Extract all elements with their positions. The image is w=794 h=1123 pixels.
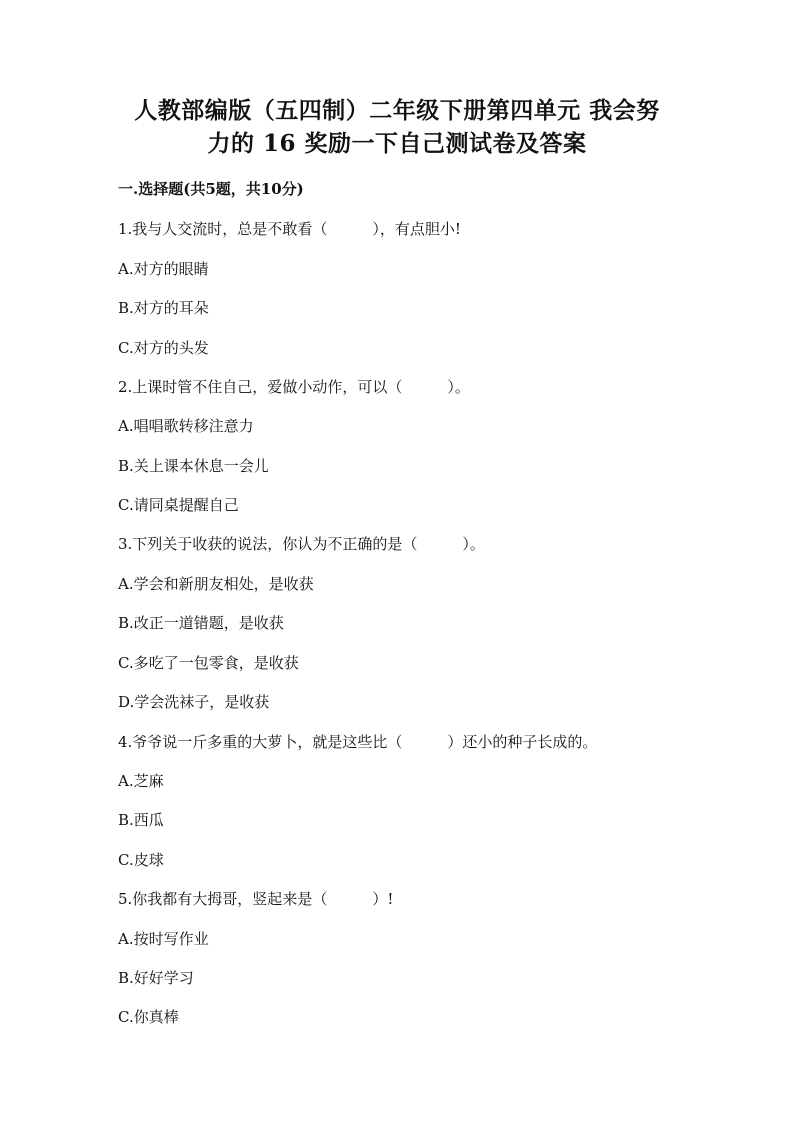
- question-1-option-c: C.对方的头发: [118, 339, 209, 357]
- question-4-stem: 4.爷爷说一斤多重的大萝卜，就是这些比（ ）还小的种子长成的。: [118, 733, 598, 751]
- question-3-option-c: C.多吃了一包零食，是收获: [118, 654, 299, 672]
- document-title: [100, 94, 694, 160]
- question-5-stem: 5.你我都有大拇哥，竖起来是（ ）!: [118, 890, 394, 908]
- question-4-option-b: B.西瓜: [118, 811, 164, 829]
- question-3-option-b: B.改正一道错题，是收获: [118, 614, 284, 632]
- question-3-option-a: A.学会和新朋友相处，是收获: [118, 575, 314, 593]
- section-heading: 一.选择题(共5题，共10分): [118, 180, 304, 198]
- question-2-option-a: A.唱唱歌转移注意力: [118, 417, 254, 435]
- title-line-2: 力的 16 奖励一下自己测试卷及答案: [207, 130, 587, 157]
- question-5-option-b: B.好好学习: [118, 969, 194, 987]
- title-line-1: 人教部编版（五四制）二年级下册第四单元 我会努: [134, 97, 660, 124]
- question-1-option-a: A.对方的眼睛: [118, 260, 209, 278]
- question-2-option-b: B.关上课本休息一会儿: [118, 457, 269, 475]
- question-2-option-c: C.请同桌提醒自己: [118, 496, 239, 514]
- question-3-stem: 3.下列关于收获的说法，你认为不正确的是（ ）。: [118, 535, 485, 553]
- question-1-option-b: B.对方的耳朵: [118, 299, 209, 317]
- question-2-stem: 2.上课时管不住自己，爱做小动作，可以（ ）。: [118, 378, 470, 396]
- question-3-option-d: D.学会洗袜子，是收获: [118, 693, 270, 711]
- question-1-stem: 1.我与人交流时，总是不敢看（ ），有点胆小!: [118, 220, 461, 238]
- question-5-option-a: A.按时写作业: [118, 930, 209, 948]
- question-4-option-a: A.芝麻: [118, 772, 164, 790]
- question-5-option-c: C.你真棒: [118, 1008, 179, 1026]
- question-4-option-c: C.皮球: [118, 851, 164, 869]
